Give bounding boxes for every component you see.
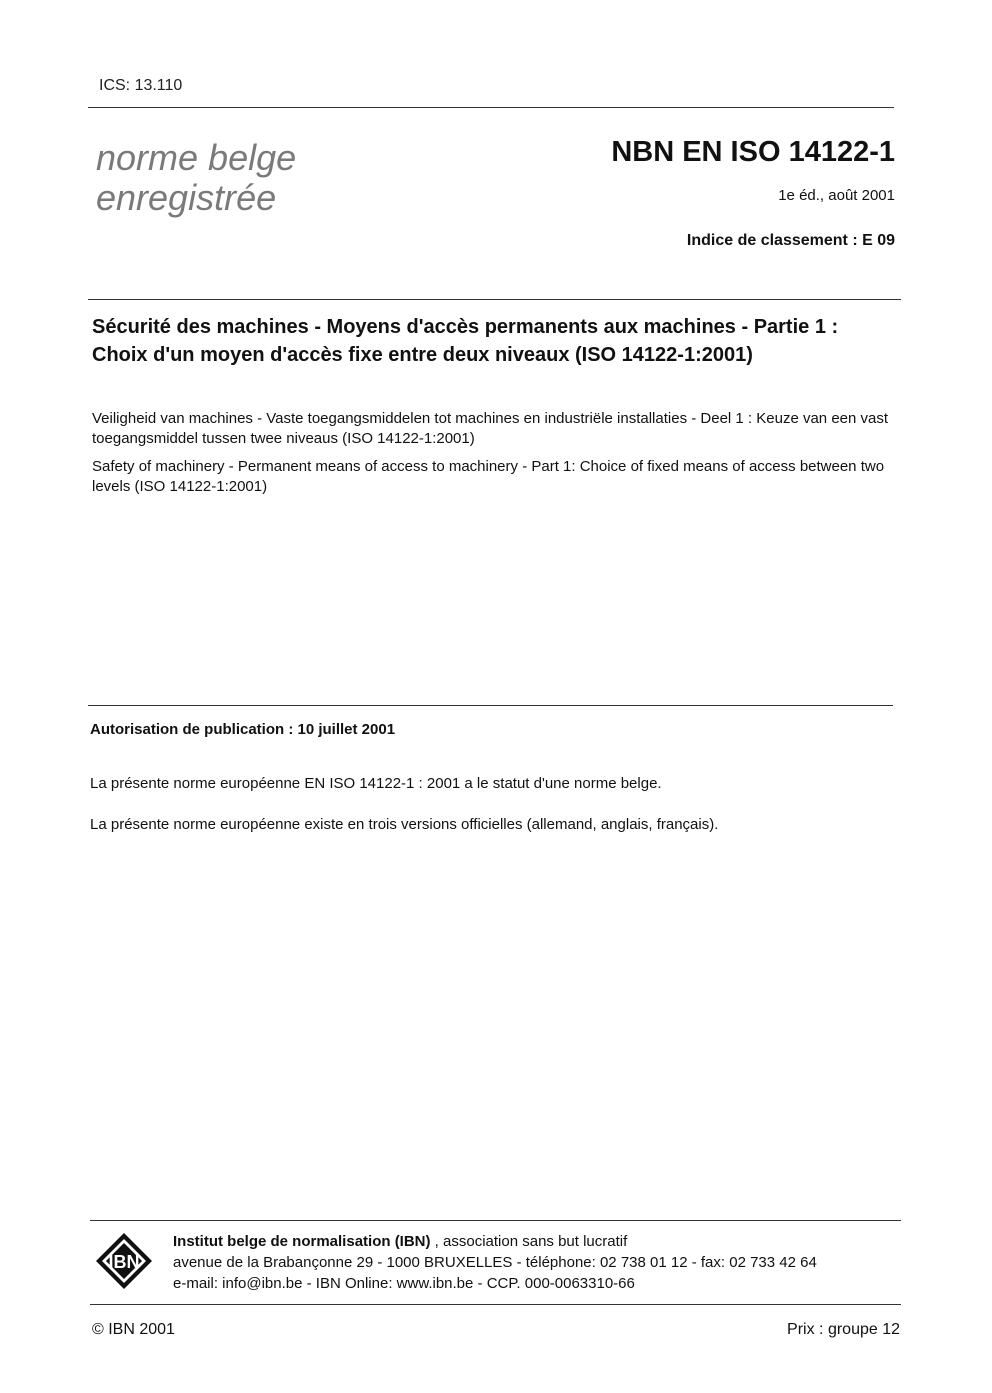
versions-paragraph: La présente norme européenne existe en trois versions officielles (allemand, anglais, français). <box>90 816 719 833</box>
institute-name: Institut belge de normalisation (IBN) <box>173 1233 431 1250</box>
publication-authorisation: Autorisation de publication : 10 juillet 2001 <box>90 721 396 738</box>
standard-number: NBN EN ISO 14122-1 <box>611 136 895 168</box>
footer-top-rule <box>90 1220 901 1221</box>
edition-date: 1e éd., août 2001 <box>778 187 895 204</box>
ics-code: ICS: 13.110 <box>99 77 183 94</box>
price-group: Prix : groupe 12 <box>787 1321 900 1338</box>
brand-line-1: norme belge <box>96 137 297 178</box>
institute-block <box>173 1231 817 1294</box>
ibn-logo-icon <box>95 1232 153 1290</box>
institute-address: avenue de la Brabançonne 29 - 1000 BRUXELLES - téléphone: 02 738 01 12 - fax: 02 733 42 64 <box>173 1254 817 1271</box>
body-top-rule <box>88 705 893 706</box>
copyright: © IBN 2001 <box>92 1321 175 1338</box>
institute-contact: e-mail: info@ibn.be - IBN Online: www.ibn.be - CCP. 000-0063310-66 <box>173 1275 635 1292</box>
brand-line-2: enregistrée <box>96 177 277 218</box>
footer-bottom-rule <box>90 1304 901 1305</box>
institute-line <box>173 1231 817 1252</box>
logo-text: IBN <box>108 1252 140 1272</box>
title-dutch: Veiligheid van machines - Vaste toegangsmiddelen tot machines en industriële installaties - Deel 1 : Keuze van een vast toegangsmiddel tussen twee niveaus (ISO 14122-1:2001) <box>92 410 889 447</box>
title-english: Safety of machinery - Permanent means of access to machinery - Part 1: Choice of fixed means of access between two levels (ISO 14122-1:2001) <box>92 458 885 495</box>
brand-title <box>96 138 296 218</box>
top-rule <box>88 107 894 108</box>
institute-suffix: , association sans but lucratif <box>430 1233 628 1250</box>
title-top-rule <box>88 299 901 300</box>
title-french: Sécurité des machines - Moyens d'accès permanents aux machines - Partie 1 : Choix d'un moyen d'accès fixe entre deux niveaux (ISO 14122-1:2001) <box>92 316 839 366</box>
status-paragraph: La présente norme européenne EN ISO 14122-1 : 2001 a le statut d'une norme belge. <box>90 775 662 792</box>
classification-index: Indice de classement : E 09 <box>686 232 895 249</box>
